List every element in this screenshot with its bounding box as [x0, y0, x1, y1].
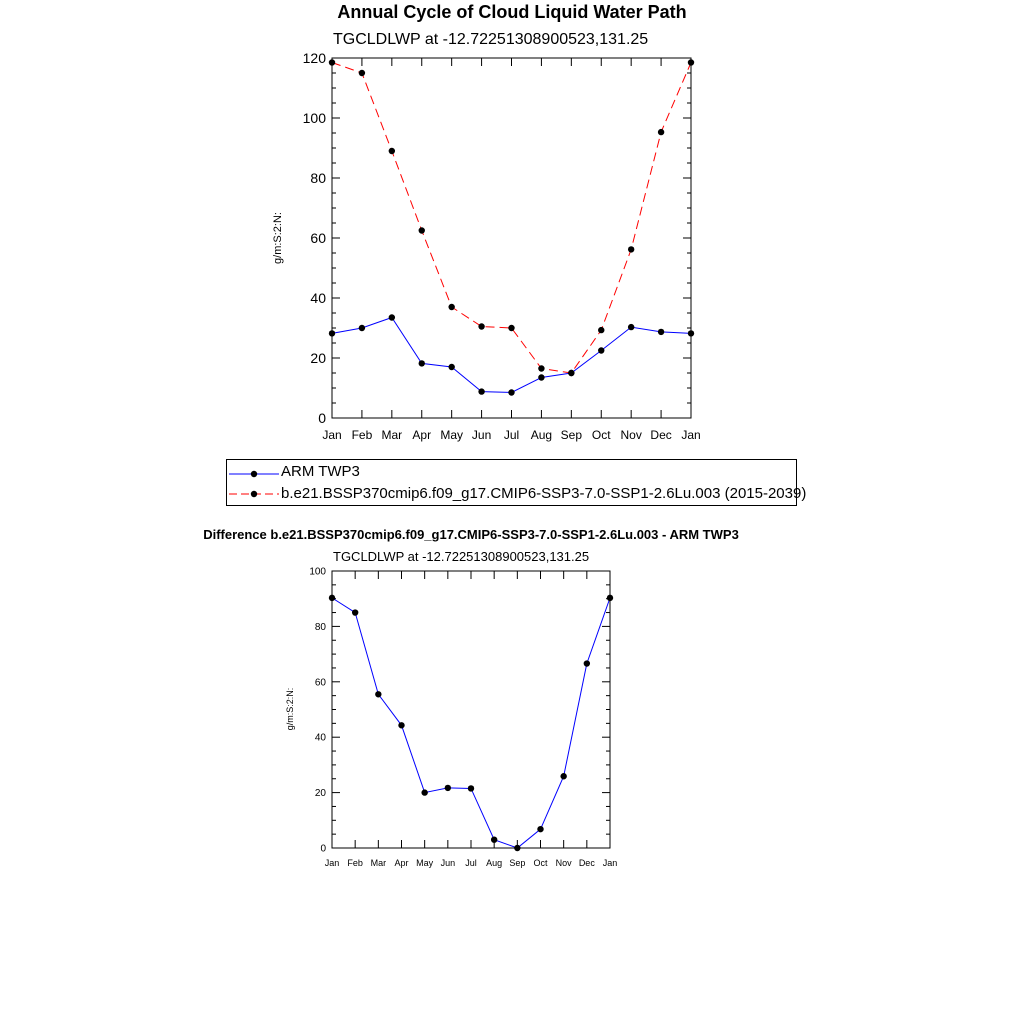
x-tick-label: Jul: [465, 858, 477, 868]
data-point: [478, 388, 484, 394]
x-tick-label: Mar: [370, 858, 387, 868]
data-point: [598, 327, 604, 333]
y-tick-label: 20: [310, 349, 326, 366]
data-point: [537, 826, 543, 832]
x-tick-label: May: [416, 858, 434, 868]
data-point: [389, 314, 395, 320]
data-point: [584, 660, 590, 666]
y-tick-label: 60: [310, 229, 326, 246]
y-axis-label-top: g/m:S:2:N:: [272, 212, 284, 264]
data-point: [508, 389, 514, 395]
data-point: [448, 364, 454, 370]
x-tick-label: Feb: [351, 428, 373, 442]
chart-title: Annual Cycle of Cloud Liquid Water Path: [337, 2, 687, 22]
data-point: [508, 325, 514, 331]
data-point: [375, 691, 381, 697]
data-point: [538, 365, 544, 371]
y-tick-label: 40: [310, 289, 326, 306]
y-tick-label: 80: [310, 169, 326, 186]
data-point: [628, 246, 634, 252]
data-point: [419, 227, 425, 233]
data-point: [468, 785, 474, 791]
x-tick-label: Feb: [347, 858, 363, 868]
data-point: [398, 722, 404, 728]
difference-title: Difference b.e21.BSSP370cmip6.f09_g17.CMIP6-SSP3-7.0-SSP1-2.6Lu.003 - ARM TWP3: [203, 527, 739, 542]
data-point: [628, 324, 634, 330]
x-tick-label: May: [440, 428, 464, 442]
data-point: [568, 370, 574, 376]
x-tick-label: Oct: [591, 428, 611, 442]
chart-subtitle-top: TGCLDLWP at -12.72251308900523,131.25: [333, 31, 649, 48]
legend-label-model: b.e21.BSSP370cmip6.f09_g17.CMIP6-SSP3-7.0-SSP1-2.6Lu.003 (2015-2039): [281, 485, 807, 502]
data-point: [560, 773, 566, 779]
data-point: [478, 323, 484, 329]
data-point: [445, 785, 451, 791]
x-tick-label: Aug: [530, 428, 553, 442]
x-tick-label: Jan: [322, 428, 342, 442]
legend: [226, 459, 807, 506]
series-line-0: [332, 598, 610, 848]
data-point: [359, 70, 365, 76]
y-axis-label-bottom: g/m:S:2:N:: [285, 687, 295, 731]
x-tick-label: Dec: [578, 858, 595, 868]
data-point: [658, 329, 664, 335]
data-point: [688, 59, 694, 65]
x-tick-label: Apr: [412, 428, 432, 442]
data-point: [329, 330, 335, 336]
y-tick-label: 0: [320, 843, 326, 855]
legend-marker-model: [227, 485, 281, 503]
x-tick-label: Jan: [324, 858, 340, 868]
data-point: [448, 304, 454, 310]
difference-chart: [0, 540, 1024, 880]
x-tick-label: Jun: [471, 428, 492, 442]
data-point: [421, 789, 427, 795]
data-point: [419, 360, 425, 366]
data-point: [538, 374, 544, 380]
x-tick-label: Oct: [533, 858, 548, 868]
x-tick-label: Dec: [650, 428, 672, 442]
x-tick-label: Nov: [620, 428, 642, 442]
data-point: [359, 325, 365, 331]
y-tick-label: 20: [314, 788, 326, 800]
legend-item-arm: [227, 463, 796, 481]
data-point: [329, 595, 335, 601]
y-tick-label: 100: [309, 566, 326, 578]
x-tick-label: Nov: [555, 858, 572, 868]
data-point: [491, 836, 497, 842]
legend-label-arm: ARM TWP3: [281, 463, 360, 480]
data-point: [688, 330, 694, 336]
plot-frame: [332, 571, 610, 848]
chart-subtitle-bottom: TGCLDLWP at -12.72251308900523,131.25: [333, 549, 590, 564]
y-tick-label: 60: [314, 677, 326, 689]
data-point: [389, 148, 395, 154]
x-tick-label: Sep: [509, 858, 526, 868]
y-tick-label: 0: [318, 409, 326, 426]
x-tick-label: Sep: [560, 428, 583, 442]
x-tick-label: Jan: [602, 858, 618, 868]
data-point: [514, 845, 520, 851]
y-tick-label: 120: [302, 49, 326, 66]
y-tick-label: 100: [302, 109, 326, 126]
x-tick-label: Apr: [394, 858, 409, 868]
x-tick-label: Jul: [503, 428, 520, 442]
data-point: [352, 609, 358, 615]
data-point: [598, 347, 604, 353]
data-point: [658, 129, 664, 135]
legend-marker-arm: [227, 463, 281, 481]
x-tick-label: Jun: [440, 858, 456, 868]
y-tick-label: 40: [314, 732, 326, 744]
plot-frame: [332, 58, 691, 418]
data-point: [329, 59, 335, 65]
x-tick-label: Jan: [681, 428, 701, 442]
data-point: [607, 595, 613, 601]
x-tick-label: Mar: [381, 428, 403, 442]
y-tick-label: 80: [314, 621, 326, 633]
annual-cycle-chart: [0, 0, 1024, 460]
legend-item-model: [227, 485, 807, 503]
x-tick-label: Aug: [486, 858, 503, 868]
